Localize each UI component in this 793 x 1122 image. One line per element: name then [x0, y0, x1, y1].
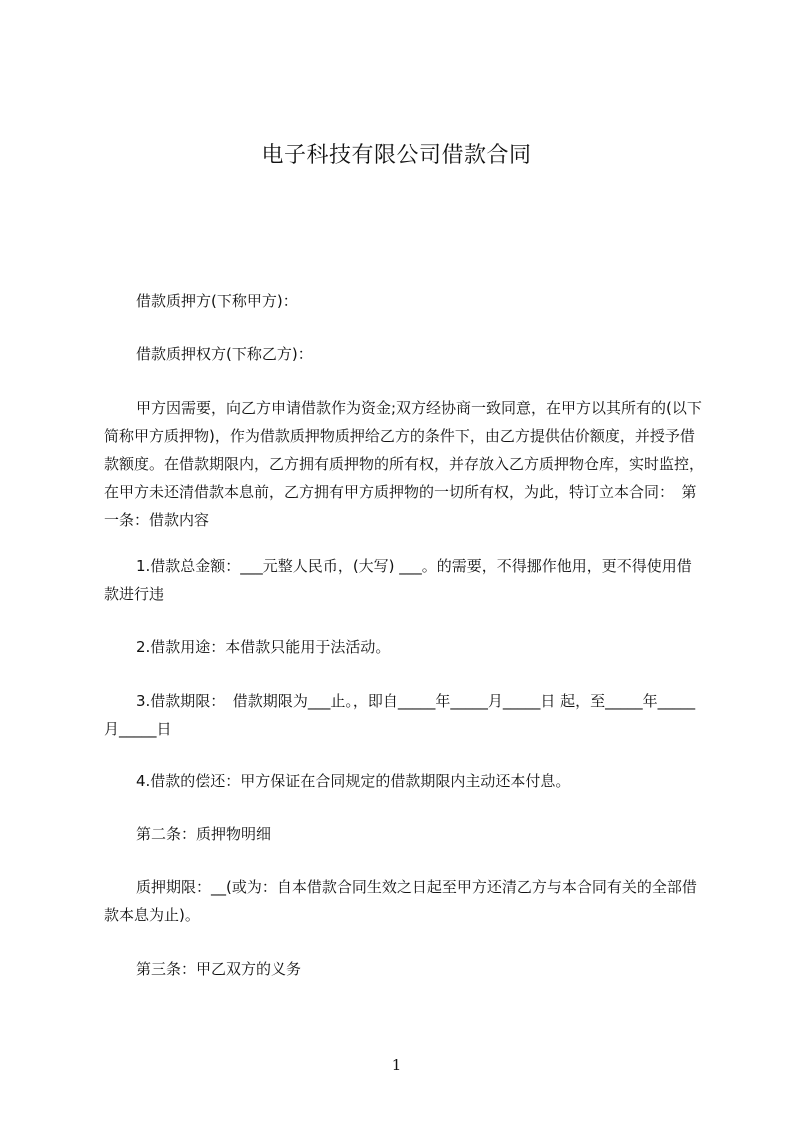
party-b-line: 借款质押权方(下称乙方)： [136, 345, 313, 363]
clause-2-purpose: 2.借款用途：本借款只能用于法活动。 [136, 638, 391, 656]
pledge-term-paragraph: 质押期限：__(或为：自本借款合同生效之日起至甲方还清乙方与本合同有关的全部借款本息为止)。 [104, 878, 697, 924]
clause-4-repayment: 4.借款的偿还：甲方保证在合同规定的借款期限内主动还本付息。 [136, 772, 571, 790]
page-title: 电子科技有限公司借款合同 [261, 143, 532, 168]
article-2-heading: 第二条：质押物明细 [136, 825, 272, 843]
party-a-line: 借款质押方(下称甲方)： [136, 292, 298, 310]
clause-3-term: 3.借款期限： 借款期限为___止。，即自_____年_____月_____日 起，至_____年_____月_____日 [104, 692, 696, 738]
article-3-heading: 第三条：甲乙双方的义务 [136, 960, 302, 978]
preamble-paragraph: 甲方因需要，向乙方申请借款作为资金;双方经协商一致同意，在甲方以其所有的(以下简称甲方质押物)，作为借款质押物质押给乙方的条件下，由乙方提供估价额度，并授予借款额度。在借款期限内，乙方拥有质押物的所有权，并存放入乙方质押物仓库，实时监控，在甲方未还清借款本息前，乙方拥有甲方质押物的一切所有权，为此，特订立本合同： 第一条：借款内容 [104, 399, 705, 529]
clause-1-total-amount: 1.借款总金额：___元整人民币，(大写) ___。的需要，不得挪作他用，更不得使用借款进行违 [104, 557, 692, 603]
page-number: 1 [391, 1056, 402, 1074]
